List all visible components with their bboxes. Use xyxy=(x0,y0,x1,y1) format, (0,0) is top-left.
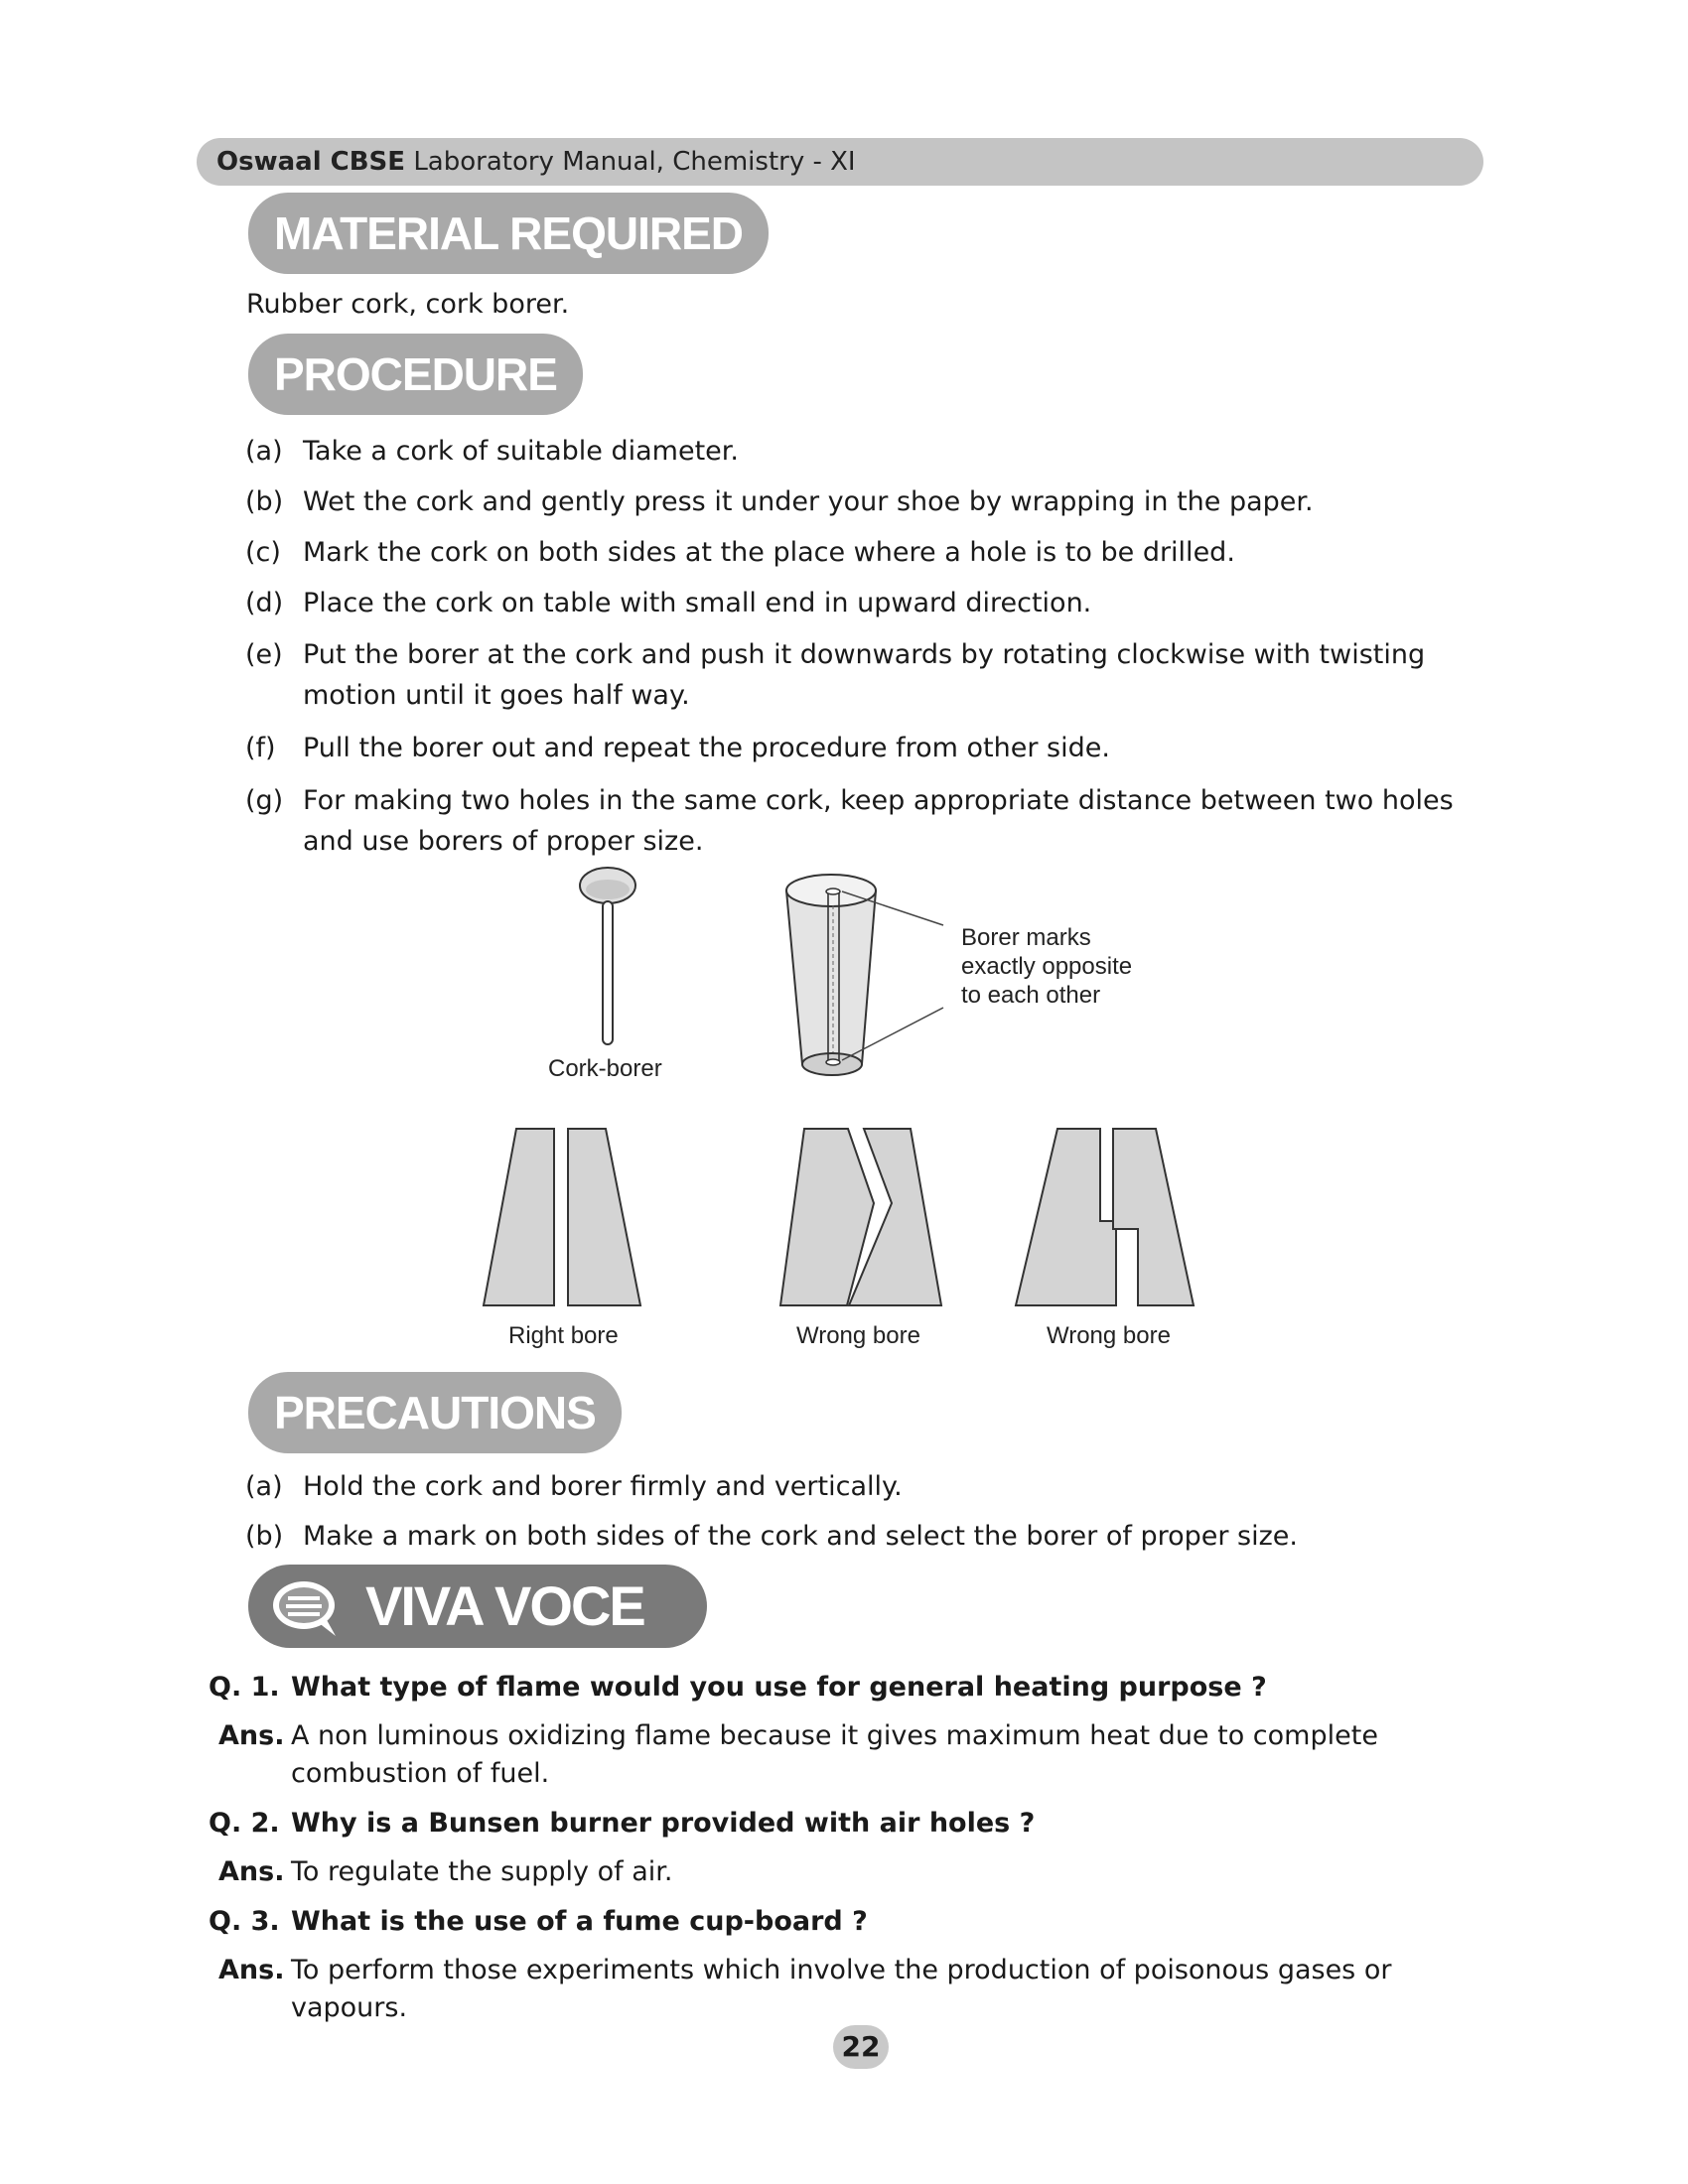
material-text: Rubber cork, cork borer. xyxy=(246,289,570,320)
cork-borer-label: Cork-borer xyxy=(548,1055,662,1082)
item-label: (c) xyxy=(245,537,281,568)
answer-text: A non luminous oxidizing flame because it gives maximum heat due to complete combustion of fuel. xyxy=(291,1720,1378,1789)
page-number: 22 xyxy=(833,2025,889,2069)
header-brand: Oswaal CBSE xyxy=(216,147,406,177)
borer-marks-line: Borer marks xyxy=(961,924,1091,951)
right-bore-illustration xyxy=(484,1129,640,1305)
item-text: For making two holes in the same cork, keep appropriate distance between two holes and use borers of proper size. xyxy=(303,785,1454,857)
item-text: Make a mark on both sides of the cork and select the borer of proper size. xyxy=(303,1521,1298,1552)
item-text: Wet the cork and gently press it under your shoe by wrapping in the paper. xyxy=(303,486,1314,517)
answer-label: Ans. xyxy=(218,1955,285,1985)
item-text: Hold the cork and borer firmly and vertically. xyxy=(303,1471,903,1502)
wrong-bore-illustration-2 xyxy=(1016,1129,1194,1305)
item-label: (a) xyxy=(245,436,283,467)
item-label: (f) xyxy=(245,733,276,763)
precautions-heading: PRECAUTIONS xyxy=(248,1372,622,1453)
item-text: Mark the cork on both sides at the place where a hole is to be drilled. xyxy=(303,537,1235,568)
wrong-bore-label: Wrong bore xyxy=(1047,1322,1171,1349)
item-label: (b) xyxy=(245,1521,284,1552)
item-label: (g) xyxy=(245,785,284,816)
running-header xyxy=(197,138,1483,186)
viva-voce-heading xyxy=(248,1565,707,1648)
speech-bubble-icon xyxy=(268,1576,342,1638)
wrong-bore-illustration-1 xyxy=(780,1129,941,1305)
viva-voce-title: VIVA VOCE xyxy=(365,1574,644,1637)
question-label: Q. 1. xyxy=(209,1672,280,1703)
item-label: (e) xyxy=(245,639,283,670)
item-label: (d) xyxy=(245,588,284,618)
answer-label: Ans. xyxy=(218,1720,285,1751)
borer-marks-label xyxy=(961,923,1132,1010)
question-label: Q. 3. xyxy=(209,1906,280,1937)
header-title: Laboratory Manual, Chemistry - XI xyxy=(413,147,856,177)
question-text: What type of flame would you use for general heating purpose ? xyxy=(291,1672,1267,1703)
borer-marks-line: exactly opposite xyxy=(961,953,1133,980)
item-text: Place the cork on table with small end in upward direction. xyxy=(303,588,1092,618)
answer-text: To perform those experiments which involve the production of poisonous gases or vapours. xyxy=(291,1955,1392,2023)
answer-label: Ans. xyxy=(218,1856,285,1887)
question-text: Why is a Bunsen burner provided with air holes ? xyxy=(291,1808,1036,1839)
right-bore-label: Right bore xyxy=(508,1322,619,1349)
material-heading: MATERIAL REQUIRED xyxy=(248,193,769,274)
item-text: Put the borer at the cork and push it downwards by rotating clockwise with twisting motion until it goes half way. xyxy=(303,639,1426,711)
question-label: Q. 2. xyxy=(209,1808,280,1839)
item-text: Take a cork of suitable diameter. xyxy=(303,436,740,467)
answer-text: To regulate the supply of air. xyxy=(291,1856,673,1887)
borer-marks-line: to each other xyxy=(961,982,1101,1009)
question-text: What is the use of a fume cup-board ? xyxy=(291,1906,868,1937)
item-label: (a) xyxy=(245,1471,283,1502)
wrong-bore-label: Wrong bore xyxy=(796,1322,920,1349)
procedure-heading: PROCEDURE xyxy=(248,334,583,415)
item-label: (b) xyxy=(245,486,284,517)
marked-cork-illustration xyxy=(784,875,943,1075)
cork-borer-illustration xyxy=(580,868,635,1044)
item-text: Pull the borer out and repeat the procedure from other side. xyxy=(303,733,1110,763)
